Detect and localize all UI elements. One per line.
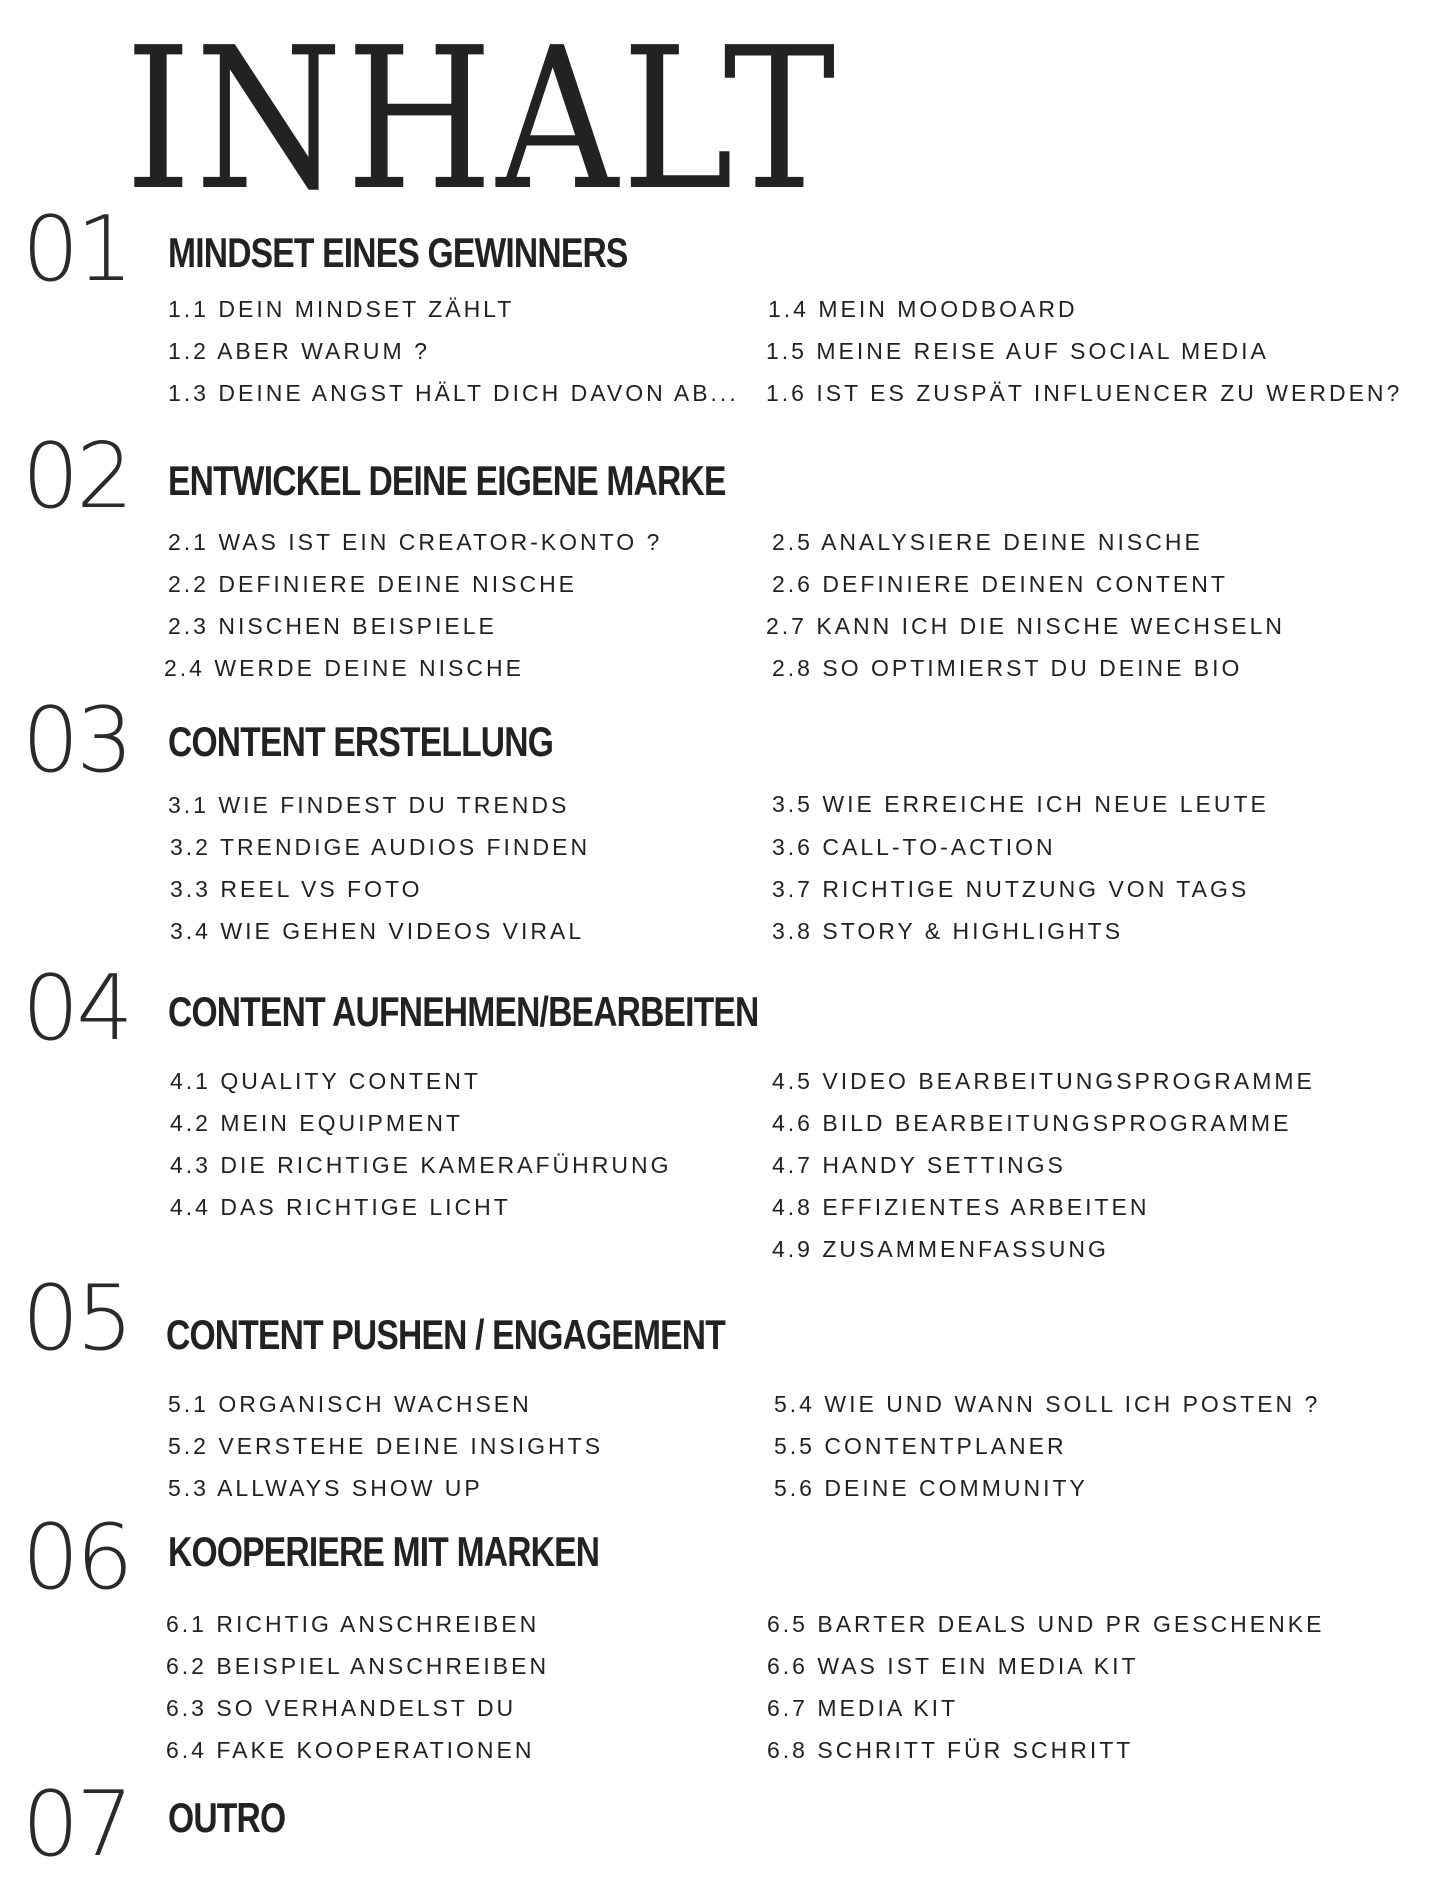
section-number: 05 <box>22 1266 131 1371</box>
toc-item[interactable]: 5.3 ALLWAYS SHOW UP <box>168 1475 483 1501</box>
toc-item[interactable]: 4.6 BILD BEARBEITUNGSPROGRAMME <box>772 1110 1292 1136</box>
toc-item[interactable]: 3.7 RICHTIGE NUTZUNG VON TAGS <box>772 876 1250 902</box>
section-title: OUTRO <box>168 1794 286 1841</box>
toc-item[interactable]: 5.5 CONTENTPLANER <box>774 1433 1067 1459</box>
toc-item[interactable]: 3.6 CALL-TO-ACTION <box>772 834 1056 860</box>
toc-item[interactable]: 4.4 DAS RICHTIGE LICHT <box>170 1194 511 1220</box>
toc-item[interactable]: 2.7 KANN ICH DIE NISCHE WECHSELN <box>766 613 1286 639</box>
toc-item[interactable]: 5.6 DEINE COMMUNITY <box>774 1475 1088 1501</box>
section-number: 01 <box>22 197 131 302</box>
section-title: CONTENT ERSTELLUNG <box>168 718 554 765</box>
toc-item[interactable]: 1.2 ABER WARUM ? <box>168 338 430 364</box>
toc-item[interactable]: 1.5 MEINE REISE AUF SOCIAL MEDIA <box>766 338 1269 364</box>
toc-item[interactable]: 4.5 VIDEO BEARBEITUNGSPROGRAMME <box>772 1068 1315 1094</box>
toc-item[interactable]: 2.8 SO OPTIMIERST DU DEINE BIO <box>772 655 1243 681</box>
toc-item[interactable]: 6.8 SCHRITT FÜR SCHRITT <box>767 1737 1134 1763</box>
toc-item[interactable]: 1.3 DEINE ANGST HÄLT DICH DAVON AB... <box>168 380 739 406</box>
toc-item[interactable]: 4.8 EFFIZIENTES ARBEITEN <box>772 1194 1150 1220</box>
section-title: MINDSET EINES GEWINNERS <box>168 229 628 276</box>
section-number: 04 <box>22 956 131 1061</box>
toc-item[interactable]: 3.8 STORY & HIGHLIGHTS <box>772 918 1124 944</box>
section-number: 02 <box>22 424 131 529</box>
toc-item[interactable]: 2.5 ANALYSIERE DEINE NISCHE <box>772 529 1203 555</box>
toc-item[interactable]: 2.4 WERDE DEINE NISCHE <box>164 655 524 681</box>
toc-item[interactable]: 2.3 NISCHEN BEISPIELE <box>168 613 497 639</box>
toc-item[interactable]: 6.4 FAKE KOOPERATIONEN <box>166 1737 535 1763</box>
toc-item[interactable]: 5.4 WIE UND WANN SOLL ICH POSTEN ? <box>774 1391 1321 1417</box>
toc-item[interactable]: 1.1 DEIN MINDSET ZÄHLT <box>168 296 515 322</box>
section-title: KOOPERIERE MIT MARKEN <box>168 1528 600 1575</box>
toc-item[interactable]: 3.5 WIE ERREICHE ICH NEUE LEUTE <box>772 791 1269 817</box>
toc-item[interactable]: 2.6 DEFINIERE DEINEN CONTENT <box>772 571 1228 597</box>
toc-item[interactable]: 6.2 BEISPIEL ANSCHREIBEN <box>166 1653 550 1679</box>
toc-item[interactable]: 3.3 REEL VS FOTO <box>170 876 423 902</box>
toc-item[interactable]: 1.4 MEIN MOODBOARD <box>768 296 1078 322</box>
toc-item[interactable]: 4.1 QUALITY CONTENT <box>170 1068 481 1094</box>
section-number: 06 <box>22 1505 131 1610</box>
toc-item[interactable]: 4.2 MEIN EQUIPMENT <box>170 1110 463 1136</box>
toc-item[interactable]: 3.4 WIE GEHEN VIDEOS VIRAL <box>170 918 585 944</box>
toc-item[interactable]: 6.1 RICHTIG ANSCHREIBEN <box>166 1611 540 1637</box>
toc-item[interactable]: 2.1 WAS IST EIN CREATOR-KONTO ? <box>168 529 663 555</box>
toc-item[interactable]: 4.9 ZUSAMMENFASSUNG <box>772 1236 1109 1262</box>
toc-item[interactable]: 3.2 TRENDIGE AUDIOS FINDEN <box>170 834 591 860</box>
toc-item[interactable]: 1.6 IST ES ZUSPÄT INFLUENCER ZU WERDEN? <box>766 380 1403 406</box>
section-number: 07 <box>22 1772 131 1877</box>
toc-item[interactable]: 6.6 WAS IST EIN MEDIA KIT <box>767 1653 1139 1679</box>
section-title: CONTENT PUSHEN / ENGAGEMENT <box>166 1311 725 1358</box>
section-title: ENTWICKEL DEINE EIGENE MARKE <box>168 457 726 504</box>
toc-item[interactable]: 4.7 HANDY SETTINGS <box>772 1152 1066 1178</box>
toc-item[interactable]: 5.1 ORGANISCH WACHSEN <box>168 1391 532 1417</box>
page-title: INHALT <box>125 6 840 234</box>
section-number: 03 <box>22 688 131 793</box>
toc-item[interactable]: 5.2 VERSTEHE DEINE INSIGHTS <box>168 1433 604 1459</box>
toc-item[interactable]: 6.3 SO VERHANDELST DU <box>166 1695 517 1721</box>
toc-item[interactable]: 6.7 MEDIA KIT <box>767 1695 959 1721</box>
toc-item[interactable]: 2.2 DEFINIERE DEINE NISCHE <box>168 571 578 597</box>
toc-item[interactable]: 3.1 WIE FINDEST DU TRENDS <box>168 792 570 818</box>
section-title: CONTENT AUFNEHMEN/BEARBEITEN <box>168 988 759 1035</box>
toc-item[interactable]: 4.3 DIE RICHTIGE KAMERAFÜHRUNG <box>170 1152 672 1178</box>
toc-item[interactable]: 6.5 BARTER DEALS UND PR GESCHENKE <box>767 1611 1325 1637</box>
